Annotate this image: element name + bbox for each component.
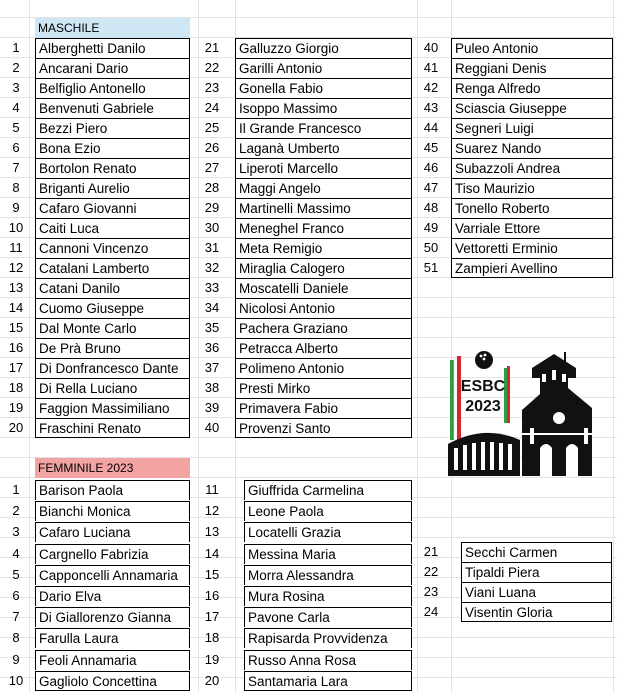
row-number: 20: [204, 672, 220, 688]
player-name-cell[interactable]: Fraschini Renato: [35, 418, 190, 438]
player-name-cell[interactable]: Tipaldi Piera: [461, 562, 612, 582]
row-number: 36: [204, 340, 220, 355]
row-number: 37: [204, 360, 220, 375]
row-number: 4: [12, 100, 20, 115]
player-name-cell[interactable]: Cargnello Fabrizia: [35, 544, 190, 564]
player-name-cell[interactable]: Cuomo Giuseppe: [35, 298, 190, 318]
row-number: 22: [423, 564, 439, 579]
esbc-logo: [444, 348, 594, 478]
row-number: 19: [204, 651, 220, 667]
player-name-cell[interactable]: Capponcelli Annamaria: [35, 565, 190, 585]
player-name-cell[interactable]: Meneghel Franco: [235, 218, 412, 238]
player-name-cell[interactable]: Il Grande Francesco: [235, 118, 412, 138]
row-number: 17: [204, 609, 220, 625]
grid-column-line: [198, 0, 199, 692]
row-number: 5: [12, 566, 20, 582]
row-number: 21: [423, 544, 439, 559]
row-number: 24: [423, 604, 439, 619]
player-name-cell[interactable]: Martinelli Massimo: [235, 198, 412, 218]
player-name-cell[interactable]: Cafaro Luciana: [35, 522, 190, 542]
row-number: 44: [423, 120, 439, 135]
grid-column-line: [29, 0, 30, 692]
player-name-cell[interactable]: Gonella Fabio: [235, 78, 412, 98]
row-number: 33: [204, 280, 220, 295]
row-number: 9: [12, 200, 20, 215]
player-name-cell[interactable]: Faggion Massimiliano: [35, 398, 190, 418]
row-number: 40: [204, 420, 220, 435]
player-name-cell[interactable]: Maggi Angelo: [235, 178, 412, 198]
player-name-cell[interactable]: Di Donfrancesco Dante: [35, 358, 190, 378]
row-number: 23: [423, 584, 439, 599]
player-name-cell[interactable]: Polimeno Antonio: [235, 358, 412, 378]
row-number: 15: [204, 566, 220, 582]
player-name-cell[interactable]: Di Rella Luciano: [35, 378, 190, 398]
row-number: 3: [12, 80, 20, 95]
player-name-cell[interactable]: Rapisarda Provvidenza: [244, 628, 412, 648]
maschile-header: MASCHILE: [35, 18, 190, 38]
row-number: 7: [12, 609, 20, 625]
row-number: 14: [204, 545, 220, 561]
player-name-cell[interactable]: Barison Paola: [35, 480, 190, 500]
femminile-header: FEMMINILE 2023: [35, 458, 190, 478]
row-number: 34: [204, 300, 220, 315]
player-name-cell[interactable]: Alberghetti Danilo: [35, 38, 190, 58]
row-number: 4: [12, 545, 20, 561]
row-number: 22: [204, 60, 220, 75]
player-name-cell[interactable]: Bona Ezio: [35, 138, 190, 158]
row-number: 39: [204, 400, 220, 415]
row-number: 14: [8, 300, 24, 315]
row-number: 35: [204, 320, 220, 335]
player-name-cell[interactable]: Visentin Gloria: [461, 602, 612, 622]
row-number: 16: [204, 588, 220, 603]
player-name-cell[interactable]: Benvenuti Gabriele: [35, 98, 190, 118]
row-number: 50: [423, 240, 439, 255]
row-number: 23: [204, 80, 220, 95]
row-number: 48: [423, 200, 439, 215]
row-number: 8: [12, 180, 20, 195]
row-number: 12: [204, 503, 220, 519]
player-name-cell[interactable]: Secchi Carmen: [461, 542, 612, 562]
row-number: 15: [8, 320, 24, 335]
row-number: 1: [12, 40, 20, 55]
player-name-cell[interactable]: Farulla Laura: [35, 628, 190, 648]
player-name-cell[interactable]: Subazzoli Andrea: [451, 158, 613, 178]
grid-column-line: [613, 0, 614, 692]
player-name-cell[interactable]: Primavera Fabio: [235, 398, 412, 418]
row-number: 20: [8, 420, 24, 435]
player-name-cell[interactable]: Varriale Ettore: [451, 218, 613, 238]
row-number: 25: [204, 120, 220, 135]
player-name-cell[interactable]: Caiti Luca: [35, 218, 190, 238]
row-number: 24: [204, 100, 220, 115]
row-number: 28: [204, 180, 220, 195]
player-name-cell[interactable]: Garilli Antonio: [235, 58, 412, 78]
player-name-cell[interactable]: Segneri Luigi: [451, 118, 613, 138]
row-number: 10: [8, 672, 24, 688]
row-number: 12: [8, 260, 24, 275]
player-name-cell[interactable]: Isoppo Massimo: [235, 98, 412, 118]
row-number: 42: [423, 80, 439, 95]
row-number: 10: [8, 220, 24, 235]
player-name-cell[interactable]: Vettoretti Erminio: [451, 238, 613, 258]
player-name-cell[interactable]: Suarez Nando: [451, 138, 613, 158]
player-name-cell[interactable]: Locatelli Grazia: [244, 522, 412, 542]
player-name-cell[interactable]: Renga Alfredo: [451, 78, 613, 98]
player-name-cell[interactable]: Dal Monte Carlo: [35, 318, 190, 338]
player-name-cell[interactable]: Provenzi Santo: [235, 418, 412, 438]
player-name-cell[interactable]: Feoli Annamaria: [35, 650, 190, 670]
row-number: 6: [12, 588, 20, 603]
row-number: 51: [423, 260, 439, 275]
player-name-cell[interactable]: Mura Rosina: [244, 586, 412, 606]
player-name-cell[interactable]: Dario Elva: [35, 586, 190, 606]
row-number: 19: [8, 400, 24, 415]
row-number: 3: [12, 524, 20, 540]
row-number: 2: [12, 503, 20, 519]
row-number: 27: [204, 160, 220, 175]
player-name-cell[interactable]: Russo Anna Rosa: [244, 650, 412, 670]
player-name-cell[interactable]: Tonello Roberto: [451, 198, 613, 218]
player-name-cell[interactable]: Petracca Alberto: [235, 338, 412, 358]
player-name-cell[interactable]: Catalani Lamberto: [35, 258, 190, 278]
player-name-cell[interactable]: Messina Maria: [244, 544, 412, 564]
player-name-cell[interactable]: Catani Danilo: [35, 278, 190, 298]
player-name-cell[interactable]: Laganà Umberto: [235, 138, 412, 158]
row-number: 6: [12, 140, 20, 155]
player-name-cell[interactable]: Santamaria Lara: [244, 671, 412, 691]
player-name-cell[interactable]: Pachera Graziano: [235, 318, 412, 338]
row-number: 1: [12, 482, 20, 497]
row-number: 30: [204, 220, 220, 235]
player-name-cell[interactable]: Bezzi Piero: [35, 118, 190, 138]
row-number: 26: [204, 140, 220, 155]
row-number: 38: [204, 380, 220, 395]
row-number: 31: [204, 240, 220, 255]
row-number: 11: [9, 240, 23, 255]
player-name-cell[interactable]: Galluzzo Giorgio: [235, 38, 412, 58]
player-name-cell[interactable]: Di Giallorenzo Gianna: [35, 607, 190, 627]
logo-line1: ESBC: [460, 378, 506, 395]
player-name-cell[interactable]: Briganti Aurelio: [35, 178, 190, 198]
grid-column-line: [417, 0, 418, 692]
row-number: 5: [12, 120, 20, 135]
row-number: 16: [8, 340, 24, 355]
row-number: 45: [423, 140, 439, 155]
player-name-cell[interactable]: De Prà Bruno: [35, 338, 190, 358]
row-number: 32: [204, 260, 220, 275]
player-name-cell[interactable]: Meta Remigio: [235, 238, 412, 258]
row-number: 21: [204, 40, 220, 55]
row-number: 17: [8, 360, 24, 375]
row-number: 9: [12, 651, 20, 667]
player-name-cell[interactable]: Cannoni Vincenzo: [35, 238, 190, 258]
logo-line2: 2023: [465, 398, 501, 415]
player-name-cell[interactable]: Tiso Maurizio: [451, 178, 613, 198]
player-name-cell[interactable]: Ancarani Dario: [35, 58, 190, 78]
player-name-cell[interactable]: Morra Alessandra: [244, 565, 412, 585]
row-number: 41: [423, 60, 439, 75]
row-number: 8: [12, 630, 20, 646]
row-number: 43: [423, 100, 439, 115]
player-name-cell[interactable]: Giuffrida Carmelina: [244, 480, 412, 500]
row-number: 11: [205, 482, 219, 497]
player-name-cell[interactable]: Reggiani Denis: [451, 58, 613, 78]
player-name-cell[interactable]: Presti Mirko: [235, 378, 412, 398]
player-name-cell[interactable]: Gagliolo Concettina: [35, 671, 190, 691]
row-number: 18: [204, 630, 220, 646]
player-name-cell[interactable]: Puleo Antonio: [451, 38, 613, 58]
player-name-cell[interactable]: Cafaro Giovanni: [35, 198, 190, 218]
row-number: 2: [12, 60, 20, 75]
player-name-cell[interactable]: Viani Luana: [461, 582, 612, 602]
player-name-cell[interactable]: Liperoti Marcello: [235, 158, 412, 178]
row-number: 13: [204, 524, 220, 540]
player-name-cell[interactable]: Miraglia Calogero: [235, 258, 412, 278]
row-number: 40: [423, 40, 439, 55]
player-name-cell[interactable]: Belfiglio Antonello: [35, 78, 190, 98]
row-number: 46: [423, 160, 439, 175]
row-number: 49: [423, 220, 439, 235]
player-name-cell[interactable]: Pavone Carla: [244, 607, 412, 627]
row-number: 29: [204, 200, 220, 215]
player-name-cell[interactable]: Zampieri Avellino: [451, 258, 613, 278]
row-number: 13: [8, 280, 24, 295]
player-name-cell[interactable]: Moscatelli Daniele: [235, 278, 412, 298]
row-number: 7: [12, 160, 20, 175]
row-number: 18: [8, 380, 24, 395]
player-name-cell[interactable]: Sciascia Giuseppe: [451, 98, 613, 118]
player-name-cell[interactable]: Bortolon Renato: [35, 158, 190, 178]
player-name-cell[interactable]: Leone Paola: [244, 501, 412, 521]
player-name-cell[interactable]: Nicolosi Antonio: [235, 298, 412, 318]
player-name-cell[interactable]: Bianchi Monica: [35, 501, 190, 521]
row-number: 47: [423, 180, 439, 195]
